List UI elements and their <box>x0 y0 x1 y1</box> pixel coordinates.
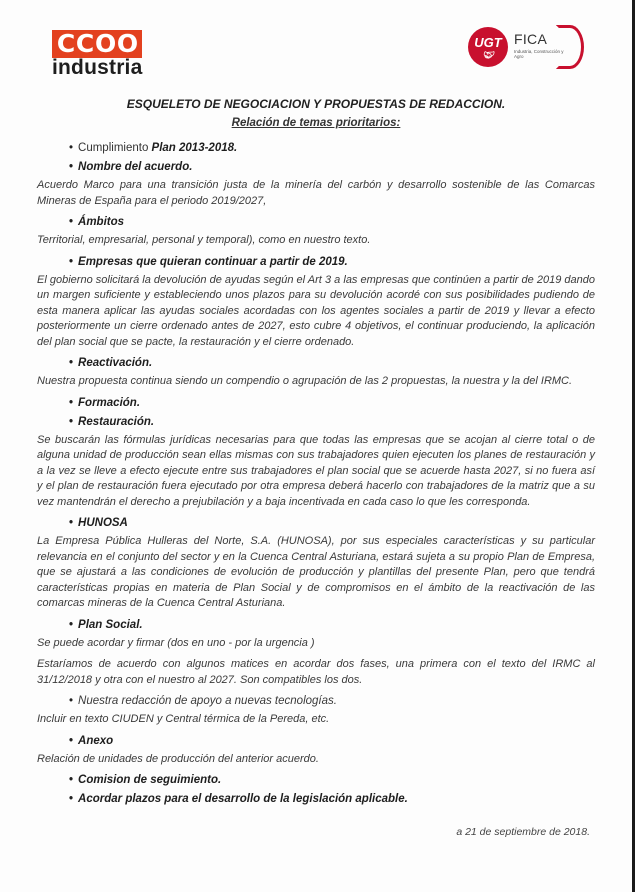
section-heading-text: Plan 2013-2018. <box>151 142 238 154</box>
section-heading <box>37 516 595 530</box>
section-heading <box>37 773 595 787</box>
section-paragraph: Acuerdo Marco para una transición justa de la minería del carbón y desarrollo sostenible de las Comarcas Mineras de España para el periodo 2019/2027, <box>37 179 595 207</box>
fica-label: FICA <box>514 31 548 47</box>
section-heading <box>37 734 595 748</box>
section-heading-text: Acordar plazos para el desarrollo de la legislación aplicable. <box>78 793 408 805</box>
ugt-badge-text: UGT <box>474 34 502 50</box>
ugt-badge <box>468 27 508 67</box>
document-date: a 21 de septiembre de 2018. <box>456 826 590 838</box>
section-heading <box>37 694 595 708</box>
section-heading-text: Nuestra redacción de apoyo a nuevas tecnologías. <box>78 695 337 707</box>
ccoo-logo-box <box>52 30 142 58</box>
handshake-icon: 🤝︎ <box>482 49 494 60</box>
section-heading <box>37 160 595 174</box>
logo-arc-decoration <box>556 25 584 69</box>
section-heading-text: Reactivación. <box>78 357 153 369</box>
section-heading-text: Restauración. <box>78 415 155 428</box>
section-paragraph: Nuestra propuesta continua siendo un compendio o agrupación de las 2 propuestas, la nuestra y la del IRMC. <box>37 375 573 387</box>
document-title: ESQUELETO DE NEGOCIACION Y PROPUESTAS DE REDACCION. <box>126 97 506 111</box>
ccoo-industria-logo <box>52 30 146 79</box>
section-heading-prefix: Cumplimiento <box>78 142 152 154</box>
section-heading <box>37 356 595 370</box>
ugt-fica-logo <box>468 25 588 73</box>
ccoo-letter: C <box>56 29 75 58</box>
section-paragraph: Relación de unidades de producción del anterior acuerdo. <box>37 752 319 765</box>
ccoo-letter: O <box>94 29 116 58</box>
section-heading-text: Nombre del acuerdo. <box>78 161 193 173</box>
section-paragraph: Se buscarán las fórmulas jurídicas necesarias para que todas las empresas que se acojan al cierre total o de alguna unidad de producción sean ellas mismas con sus trabajadores quien ejecuten los planes de restauración y a la vez se lleve a efecto ejecute entre sus trabajadores el plan social que se acuerde hasta 2027, si no fuera así y el plan de restauración fuera ejecutado por otra empresa deberá hacerlo con trabajadores de la matriz que a su vez mantendrán el derecho a prejubilación y a baja incentivada en cada caso lo que les corresponda. <box>37 433 595 508</box>
section-paragraph: Se puede acordar y firmar (dos en uno - por la urgencia ) <box>37 636 315 649</box>
section-heading <box>37 618 595 632</box>
section-heading <box>37 396 595 410</box>
ccoo-logo-subtitle: industria <box>52 56 143 79</box>
section-heading <box>37 141 595 155</box>
section-paragraph: La Empresa Pública Hulleras del Norte, S.A. (HUNOSA), por sus especiales características y su particular relevancia en el conjunto del sector y en la Cuenca Central Asturiana, estará sujeta a su propio Plan de Empresa, que se ajustará a las condiciones de evolución de producción y plantillas del presente Plan, pero que tendrá características propias en materia de Plan Social y de compromisos en el ámbito de la reactivación de las comarcas mineras de la Cuenca Central Asturiana. <box>37 535 595 609</box>
section-heading <box>37 792 595 806</box>
section-heading-text: Comision de seguimiento. <box>78 774 222 786</box>
section-heading <box>37 415 595 429</box>
section-heading <box>37 215 595 229</box>
section-paragraph: El gobierno solicitará la devolución de ayudas según el Art 3 a las empresas que continúen a partir de 2019 dando un margen suficiente y estableciendo unos plazos para su devolución acordé con sus posibilidades pudiendo de esta manera aplicar las ayudas sociales acordadas con los agentes sociales a partir de 2019 y llevar a efecto posteriormente un cierre ordenado antes de 2027, esto cubre 4 objetivos, el continuar produciendo, la aplicación del plan social que se pacte, la restauración y el cierre ordenado. <box>37 273 595 348</box>
section-paragraph: Estaríamos de acuerdo con algunos matices en acordar dos fases, una primera con el texto del IRMC al 31/12/2018 y otra con el nuestro al 2027. Son compatibles los dos. <box>37 658 595 686</box>
section-heading-text: Empresas que quieran continuar a partir de 2019. <box>78 255 348 268</box>
document-subtitle: Relación de temas prioritarios: <box>231 117 401 129</box>
section-heading <box>37 255 595 269</box>
fica-tagline: Industria, Construcción y Agro <box>514 49 564 59</box>
section-paragraph: Incluir en texto CIUDEN y Central térmica de la Pereda, etc. <box>37 713 330 725</box>
section-heading-text: HUNOSA <box>78 517 128 529</box>
section-heading-text: Formación. <box>78 396 141 409</box>
ccoo-letter: O <box>116 29 138 58</box>
section-heading-text: Anexo <box>78 734 114 747</box>
document-body <box>37 136 595 810</box>
ccoo-letter: C <box>75 29 94 58</box>
section-paragraph: Territorial, empresarial, personal y temporal), como en nuestro texto. <box>37 234 371 246</box>
section-heading-text: Plan Social. <box>78 618 143 631</box>
section-heading-text: Ámbitos <box>78 216 125 228</box>
